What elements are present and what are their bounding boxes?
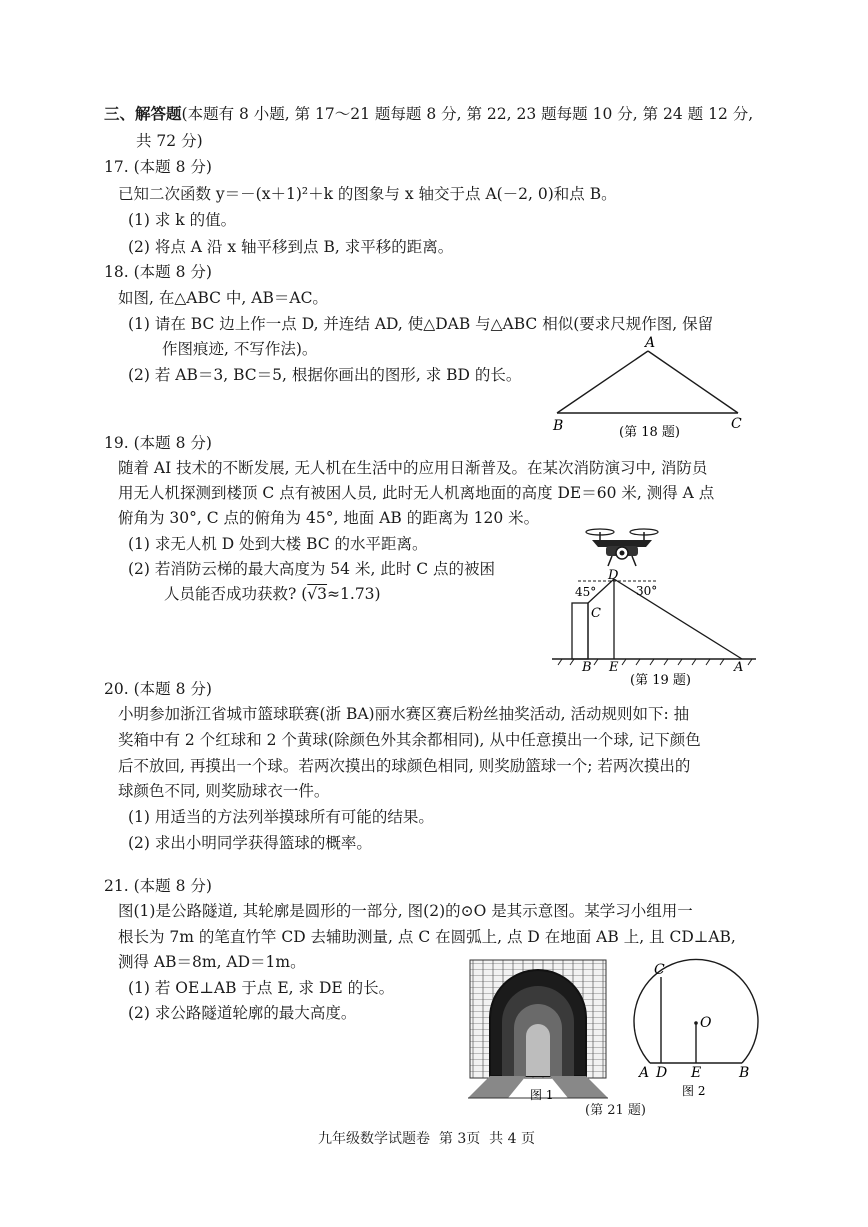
- q21-figure1-caption: 图 1: [530, 1088, 554, 1102]
- q19-angle-45: 45°: [575, 585, 597, 599]
- q18-side-ab: [557, 351, 648, 413]
- q20-score: (本题 8 分): [133, 680, 212, 698]
- section-description-line2: 共 72 分): [136, 132, 203, 150]
- q18-part2: (2) 若 AB＝3, BC＝5, 根据你画出的图形, 求 BD 的长。: [128, 366, 522, 384]
- q19-line3: 俯角为 30°, C 点的俯角为 45°, 地面 AB 的距离为 120 米。: [118, 509, 540, 527]
- q18-label-a: A: [645, 335, 656, 351]
- q19-label-e: E: [609, 660, 619, 675]
- q17-number: 17.: [104, 158, 129, 176]
- q19-number: 19.: [104, 434, 129, 452]
- q20-line4: 球颜色不同, 则奖励球衣一件。: [118, 782, 330, 800]
- q21-part2: (2) 求公路隧道轮廓的最大高度。: [128, 1004, 357, 1022]
- footer-page: 第 3页: [438, 1131, 481, 1147]
- footer-total: 共 4 页: [489, 1131, 535, 1147]
- q21-label-b: B: [739, 1065, 750, 1081]
- q20-header: [104, 678, 212, 700]
- q21-caption: (第 21 题): [585, 1103, 646, 1118]
- q18-header: [104, 261, 212, 283]
- q19-drone-figure: [548, 520, 763, 690]
- q21-label-d: D: [656, 1065, 668, 1081]
- q18-label-c: C: [731, 416, 742, 432]
- q18-number: 18.: [104, 263, 129, 281]
- q19-label-a: A: [734, 660, 744, 675]
- q19-header: [104, 432, 212, 454]
- q21-label-a: A: [639, 1065, 650, 1081]
- q21-line2: 根长为 7m 的笔直竹竿 CD 去辅助测量, 点 C 在圆弧上, 点 D 在地面 AB 上, 且 CD⊥AB,: [118, 928, 736, 946]
- q20-line3: 后不放回, 再摸出一个球。若两次摸出的球颜色相同, 则奖励篮球一个; 若两次摸出的: [118, 757, 691, 775]
- q19-label-d: D: [608, 568, 619, 583]
- q21-header: [104, 875, 212, 897]
- q21-number: 21.: [104, 877, 129, 895]
- q20-part2: (2) 求出小明同学获得篮球的概率。: [128, 834, 372, 852]
- q17-header: [104, 156, 212, 178]
- q19-part2-line1: (2) 若消防云梯的最大高度为 54 米, 此时 C 点的被困: [128, 560, 496, 578]
- q21-score: (本题 8 分): [133, 877, 212, 895]
- q21-figure2-caption: 图 2: [682, 1084, 706, 1098]
- q17-score: (本题 8 分): [133, 158, 212, 176]
- q21-label-c: C: [654, 962, 665, 978]
- q18-part1-line2: 作图痕迹, 不写作法)。: [162, 340, 318, 358]
- q17-part1: (1) 求 k 的值。: [128, 211, 237, 229]
- q19-label-b: B: [582, 660, 592, 675]
- q20-line2: 奖箱中有 2 个红球和 2 个黄球(除颜色外其余都相同), 从中任意摸出一个球, 记下颜色: [118, 731, 701, 749]
- page-footer: [318, 1128, 535, 1148]
- q18-caption: (第 18 题): [619, 425, 680, 440]
- q18-label-b: B: [553, 418, 564, 434]
- q17-part2: (2) 将点 A 沿 x 轴平移到点 B, 求平移的距离。: [128, 238, 454, 256]
- footer-title: 九年级数学试题卷: [318, 1131, 430, 1147]
- q19-caption: (第 19 题): [630, 673, 691, 688]
- q19-part1: (1) 求无人机 D 处到大楼 BC 的水平距离。: [128, 535, 428, 553]
- q19-line2: 用无人机探测到楼顶 C 点有被困人员, 此时无人机离地面的高度 DE＝60 米, 测得 A 点: [118, 484, 715, 502]
- drone-icon: [586, 529, 658, 566]
- q18-triangle-figure: [545, 335, 755, 445]
- q21-circle-figure: [632, 955, 762, 1100]
- q21-tunnel-illustration: [468, 958, 618, 1108]
- q19-label-c: C: [591, 606, 601, 621]
- q21-line3: 测得 AB＝8m, AD＝1m。: [118, 953, 306, 971]
- q19-sqrt3: √3: [307, 585, 328, 603]
- section-heading: 三、解答题: [104, 104, 182, 123]
- q19-part2-text: 人员能否成功获救? (: [164, 585, 308, 603]
- q19-part2-approx: ≈1.73): [327, 585, 381, 603]
- q19-building: [572, 603, 588, 659]
- q18-stem: 如图, 在△ABC 中, AB＝AC。: [118, 289, 328, 307]
- q18-part1-line1: (1) 请在 BC 边上作一点 D, 并连结 AD, 使△DAB 与△ABC 相似(要求尺规作图, 保留: [128, 315, 714, 333]
- q20-line1: 小明参加浙江省城市篮球联赛(浙 BA)丽水赛区赛后粉丝抽奖活动, 活动规则如下: 抽: [118, 705, 690, 723]
- q21-label-e: E: [691, 1065, 702, 1081]
- q21-label-o: O: [700, 1015, 712, 1031]
- q18-side-ac: [648, 351, 738, 413]
- q19-angle-30: 30°: [636, 584, 658, 598]
- q21-line1: 图(1)是公路隧道, 其轮廓是圆形的一部分, 图(2)的⊙O 是其示意图。某学习小组用一: [118, 902, 693, 920]
- q20-part1: (1) 用适当的方法列举摸球所有可能的结果。: [128, 808, 434, 826]
- q17-stem: 已知二次函数 y＝－(x＋1)²＋k 的图象与 x 轴交于点 A(－2, 0)和点 B。: [118, 185, 617, 203]
- q18-score: (本题 8 分): [133, 263, 212, 281]
- section-description: (本题有 8 小题, 第 17～21 题每题 8 分, 第 22, 23 题每题 10 分, 第 24 题 12 分,: [181, 105, 754, 123]
- q21-part1: (1) 若 OE⊥AB 于点 E, 求 DE 的长。: [128, 979, 395, 997]
- q19-line1: 随着 AI 技术的不断发展, 无人机在生活中的应用日渐普及。在某次消防演习中, 消防员: [118, 459, 708, 477]
- q21-center-point: [694, 1021, 698, 1025]
- section-heading-line1: [104, 103, 753, 125]
- q19-score: (本题 8 分): [133, 434, 212, 452]
- q20-number: 20.: [104, 680, 129, 698]
- q19-line-da: [614, 579, 742, 659]
- q19-part2-line2: [164, 583, 381, 605]
